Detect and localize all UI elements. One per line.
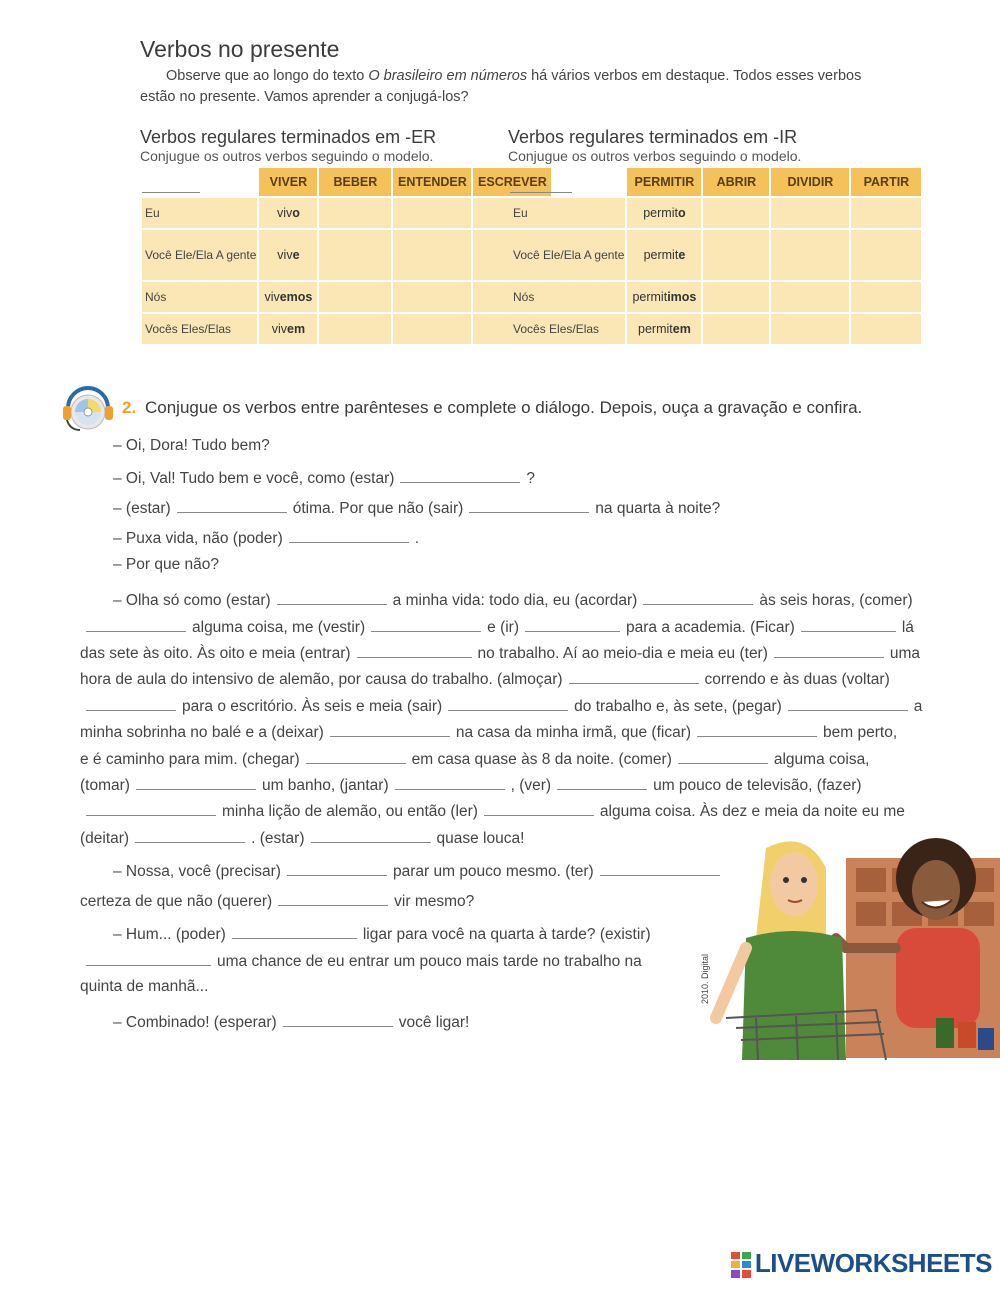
model-conjugation-cell: permitem bbox=[627, 314, 701, 344]
liveworksheets-logo: LIVEWORKSHEETS bbox=[731, 1248, 992, 1279]
dialogue-line: minha lição de alemão, ou então (ler) alguma coisa. Às dez e meia da noite eu me bbox=[80, 801, 905, 821]
ir-title: Verbos regulares terminados em -IR bbox=[508, 127, 798, 147]
er-header-cell: ENTENDER bbox=[393, 168, 471, 196]
ir-subtitle: Conjugue os outros verbos seguindo o modelo. bbox=[508, 148, 802, 164]
dialogue-line: – Puxa vida, não (poder) . bbox=[113, 530, 420, 547]
exercise-instruction: Conjugue os verbos entre parênteses e complete o diálogo. Depois, ouça a gravação e confira. bbox=[145, 398, 863, 417]
dialogue-line: alguma coisa, me (vestir) e (ir) para a academia. (Ficar) lá bbox=[80, 617, 914, 637]
answer-cell[interactable] bbox=[851, 314, 921, 344]
dialogue-line: uma chance de eu entrar um pouco mais tarde no trabalho na bbox=[80, 951, 642, 971]
pronoun-cell: Eu bbox=[510, 198, 625, 228]
table-ir-row bbox=[510, 282, 921, 312]
dialogue-line: – Por que não? bbox=[113, 556, 220, 573]
er-conjugation-table bbox=[140, 166, 553, 346]
model-conjugation-cell: vivem bbox=[259, 314, 317, 344]
answer-blank[interactable] bbox=[469, 498, 589, 513]
audio-cd-icon[interactable] bbox=[60, 380, 116, 441]
answer-blank[interactable] bbox=[400, 468, 520, 483]
dialogue-line: (tomar) um banho, (jantar) , (ver) um pouco de televisão, (fazer) bbox=[80, 777, 862, 794]
er-header-cell: BEBER bbox=[319, 168, 391, 196]
verb-ending: o bbox=[292, 206, 300, 220]
pronoun-cell: Nós bbox=[510, 282, 625, 312]
answer-blank[interactable] bbox=[232, 924, 357, 939]
answer-cell[interactable] bbox=[703, 314, 769, 344]
answer-blank[interactable] bbox=[525, 617, 620, 632]
answer-cell[interactable] bbox=[851, 282, 921, 312]
verb-ending: em bbox=[287, 322, 306, 336]
answer-cell[interactable] bbox=[393, 230, 471, 280]
answer-blank[interactable] bbox=[135, 828, 245, 843]
answer-blank[interactable] bbox=[788, 696, 908, 711]
dialogue-line: – Oi, Val! Tudo bem e você, como (estar) ? bbox=[113, 470, 536, 487]
model-conjugation-cell: vive bbox=[259, 230, 317, 280]
model-conjugation-cell: permito bbox=[627, 198, 701, 228]
answer-blank[interactable] bbox=[357, 643, 472, 658]
table-er-row bbox=[142, 230, 551, 280]
answer-blank[interactable] bbox=[287, 861, 387, 876]
answer-cell[interactable] bbox=[771, 230, 849, 280]
answer-blank[interactable] bbox=[801, 617, 896, 632]
ir-header-cell: PERMITIR bbox=[627, 168, 701, 196]
table-er-row bbox=[142, 198, 551, 228]
model-conjugation-cell: permitimos bbox=[627, 282, 701, 312]
verb-ending: o bbox=[677, 206, 686, 220]
intro-paragraph: Observe que ao longo do texto O brasileiro em números há vários verbos em destaque. Todos esses verbos estão no presente. Vamos aprender a conjugá-los? bbox=[140, 68, 862, 105]
answer-blank[interactable] bbox=[484, 801, 594, 816]
answer-blank[interactable] bbox=[643, 590, 753, 605]
page-title: Verbos no presente bbox=[140, 36, 340, 62]
dialogue-line: e é caminho para mim. (chegar) em casa quase às 8 da noite. (comer) alguma coisa, bbox=[80, 751, 870, 768]
verb-ending: e bbox=[678, 248, 686, 262]
pronoun-cell: Vocês Eles/Elas bbox=[142, 314, 257, 344]
ir-header-cell: DIVIDIR bbox=[771, 168, 849, 196]
answer-cell[interactable] bbox=[703, 230, 769, 280]
ir-section bbox=[508, 127, 923, 346]
dialogue-line: das sete às oito. Às oito e meia (entrar) no trabalho. Aí ao meio-dia e meia eu (ter) uma bbox=[80, 645, 921, 662]
answer-cell[interactable] bbox=[851, 198, 921, 228]
verb-ending: imos bbox=[667, 290, 697, 304]
liveworksheets-logo-icon bbox=[731, 1252, 751, 1278]
dialogue-line: – Combinado! (esperar) você ligar! bbox=[113, 1014, 470, 1031]
answer-cell[interactable] bbox=[771, 314, 849, 344]
answer-blank[interactable] bbox=[395, 775, 505, 790]
verb-ending: em bbox=[672, 322, 691, 336]
answer-blank[interactable] bbox=[86, 951, 211, 966]
two-women-shopping-illustration bbox=[696, 828, 1000, 1060]
answer-blank[interactable] bbox=[283, 1012, 393, 1027]
answer-blank[interactable] bbox=[678, 749, 768, 764]
er-header-cell: ESCREVER bbox=[473, 168, 551, 196]
pronoun-cell: Vocês Eles/Elas bbox=[510, 314, 625, 344]
er-section bbox=[140, 127, 553, 346]
ir-header-cell: ABRIR bbox=[703, 168, 769, 196]
ir-conjugation-table bbox=[508, 166, 923, 346]
table-er-row bbox=[142, 282, 551, 312]
table-ir-row bbox=[510, 230, 921, 280]
answer-blank[interactable] bbox=[86, 696, 176, 711]
answer-blank[interactable] bbox=[371, 617, 481, 632]
verb-ending: emos bbox=[279, 290, 313, 304]
answer-blank[interactable] bbox=[311, 828, 431, 843]
model-conjugation-cell: permite bbox=[627, 230, 701, 280]
dialogue-line: – Hum... (poder) ligar para você na quarta à tarde? (existir) bbox=[113, 926, 651, 943]
er-header-cell: VIVER bbox=[259, 168, 317, 196]
answer-blank[interactable] bbox=[86, 801, 216, 816]
answer-blank[interactable] bbox=[306, 749, 406, 764]
dialogue-line: – Nossa, você (precisar) parar um pouco mesmo. (ter) bbox=[113, 861, 726, 881]
answer-cell[interactable] bbox=[319, 314, 391, 344]
answer-cell[interactable] bbox=[319, 198, 391, 228]
answer-cell[interactable] bbox=[771, 198, 849, 228]
dialogue-line: – (estar) ótima. Por que não (sair) na quarta à noite? bbox=[113, 500, 721, 517]
dialogue-line: quinta de manhã... bbox=[80, 978, 209, 995]
answer-cell[interactable] bbox=[703, 198, 769, 228]
answer-blank[interactable] bbox=[557, 775, 647, 790]
answer-blank[interactable] bbox=[330, 722, 450, 737]
pronoun-cell: Você Ele/Ela A gente bbox=[142, 230, 257, 280]
answer-cell[interactable] bbox=[393, 314, 471, 344]
dialogue-line: – Oi, Dora! Tudo bem? bbox=[113, 437, 270, 454]
illustration bbox=[696, 828, 1000, 1060]
dialogue-line: para o escritório. Às seis e meia (sair) do trabalho e, às sete, (pegar) a bbox=[80, 696, 922, 716]
dialogue-line: minha sobrinha no balé e a (deixar) na casa da minha irmã, que (ficar) bem perto, bbox=[80, 724, 898, 741]
answer-cell[interactable] bbox=[703, 282, 769, 312]
pronoun-cell: Você Ele/Ela A gente bbox=[510, 230, 625, 280]
answer-blank[interactable] bbox=[569, 669, 699, 684]
answer-cell[interactable] bbox=[851, 230, 921, 280]
answer-blank[interactable] bbox=[136, 775, 256, 790]
pronoun-cell: Eu bbox=[142, 198, 257, 228]
ir-header-cell: PARTIR bbox=[851, 168, 921, 196]
illustration-credit: 2010. Digital bbox=[700, 953, 710, 1004]
pronoun-cell: Nós bbox=[142, 282, 257, 312]
er-subtitle: Conjugue os outros verbos seguindo o modelo. bbox=[140, 148, 434, 164]
table-ir-row bbox=[510, 314, 921, 344]
answer-cell[interactable] bbox=[319, 282, 391, 312]
dialogue-line: certeza de que não (querer) vir mesmo? bbox=[80, 893, 475, 910]
answer-blank[interactable] bbox=[774, 643, 884, 658]
answer-blank[interactable] bbox=[289, 528, 409, 543]
answer-cell[interactable] bbox=[393, 198, 471, 228]
dialogue-line: – Olha só como (estar) a minha vida: todo dia, eu (acordar) às seis horas, (comer) bbox=[113, 592, 913, 609]
model-conjugation-cell: vivo bbox=[259, 198, 317, 228]
answer-blank[interactable] bbox=[86, 617, 186, 632]
answer-cell[interactable] bbox=[393, 282, 471, 312]
er-title: Verbos regulares terminados em -ER bbox=[140, 127, 437, 147]
text-title-italic: O brasileiro em números bbox=[368, 68, 528, 84]
answer-blank[interactable] bbox=[448, 696, 568, 711]
dialogue-line: hora de aula do intensivo de alemão, por causa do trabalho. (almoçar) correndo e às duas (voltar) bbox=[80, 671, 890, 688]
answer-cell[interactable] bbox=[319, 230, 391, 280]
dialogue-line: (deitar) . (estar) quase louca! bbox=[80, 830, 525, 847]
model-conjugation-cell: vivemos bbox=[259, 282, 317, 312]
exercise-number: 2. bbox=[122, 398, 137, 417]
verb-ending: e bbox=[292, 248, 300, 262]
answer-blank[interactable] bbox=[278, 891, 388, 906]
answer-blank[interactable] bbox=[177, 498, 287, 513]
table-ir-row bbox=[510, 198, 921, 228]
answer-blank[interactable] bbox=[697, 722, 817, 737]
answer-blank[interactable] bbox=[277, 590, 387, 605]
table-er-row bbox=[142, 314, 551, 344]
answer-cell[interactable] bbox=[771, 282, 849, 312]
